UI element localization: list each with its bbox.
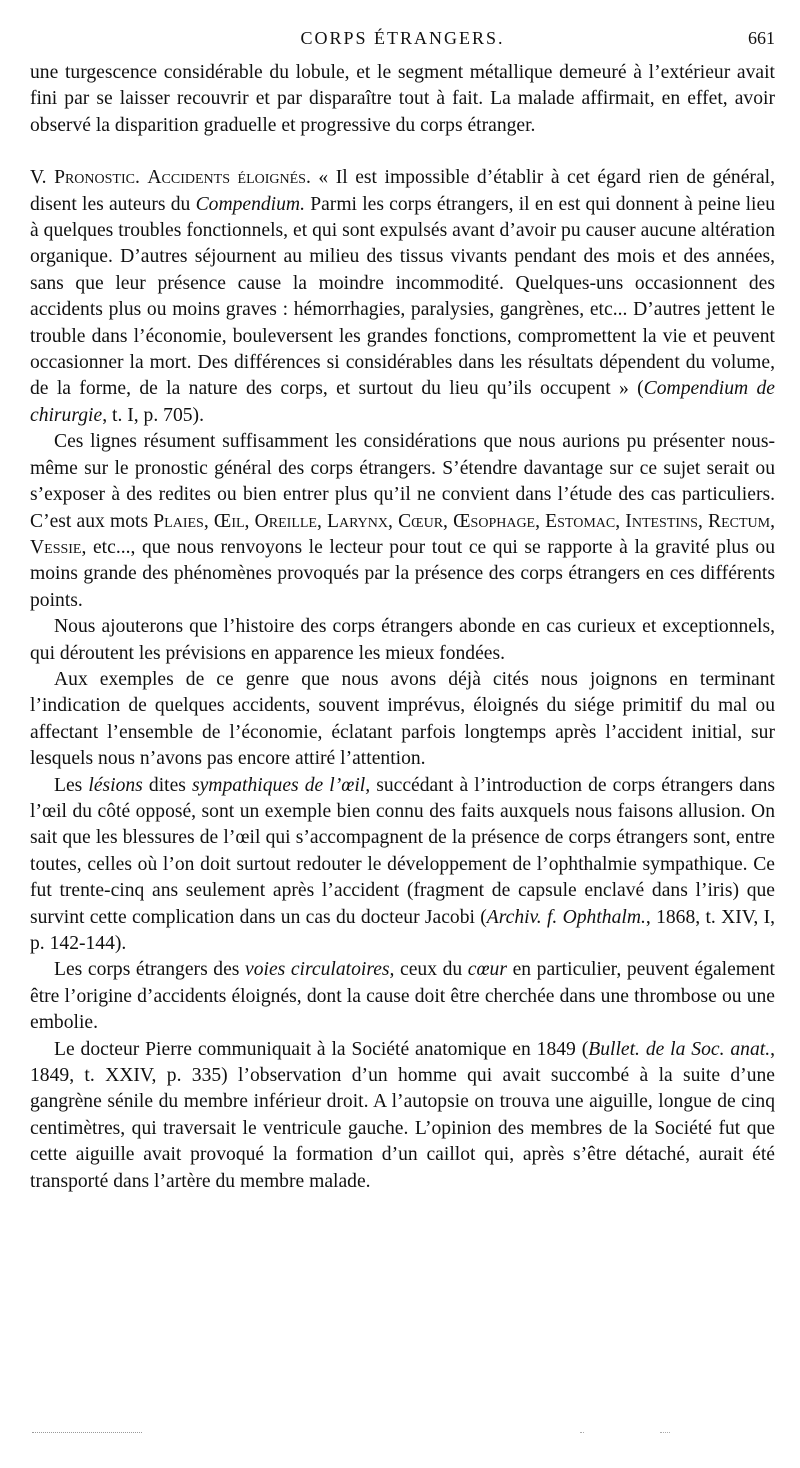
text-segment: Ces lignes résument suffisamment les considérations que nous aurions pu présenter nous-même sur le pronostic général des corps étrangers. S’étendre davantage sur ce sujet serait ou s’exposer à des redites ou bien entrer plus qu’il ne convient dans l’étude des cas particuliers. C’est aux mots	[30, 431, 775, 532]
section-subheading-accidents: Accidents éloignés.	[147, 167, 311, 189]
quote-text-3: , t. I, p. 705).	[102, 404, 204, 426]
section-number: V.	[30, 167, 47, 189]
section-heading-pronostic: Pronostic.	[54, 167, 140, 189]
italic-term-lesions: lésions	[88, 774, 143, 796]
italic-term-voies: voies circulatoires,	[245, 959, 395, 981]
paragraph-continuation: une turgescence considérable du lobule, et le segment métallique demeuré à l’extérieur avait fini par se laisser recouvrir et par disparaître tout à fait. La malade affirmait, en effet, avoir observé la disparition graduelle et progressive du corps étranger.	[30, 62, 775, 136]
citation-compendium-chirurgie: Compendium de chirurgie	[30, 378, 775, 426]
citation-archiv: Archiv. f. Ophthalm.	[486, 906, 646, 928]
text-segment: , 1868, t. XIV, I, p. 142-144).	[30, 906, 775, 954]
paragraph-general-prognosis	[30, 429, 775, 614]
running-header	[30, 28, 775, 54]
scan-artifact	[580, 1432, 584, 1433]
section-v-paragraph	[30, 165, 775, 429]
text-segment: Les corps étrangers des	[54, 959, 240, 981]
paragraph-circulatory	[30, 957, 775, 1036]
scan-artifact	[32, 1432, 142, 1433]
paragraph-sympathetic-eye	[30, 773, 775, 958]
running-title: CORPS ÉTRANGERS.	[300, 28, 505, 48]
page-number: 661	[748, 28, 775, 48]
italic-term-coeur: cœur	[467, 959, 507, 981]
scan-artifact	[660, 1432, 670, 1433]
text-segment: Le docteur Pierre communiquait à la Société anatomique en 1849 (	[54, 1038, 589, 1060]
text-segment: ceux du	[400, 959, 463, 981]
quote-text-2: Parmi les corps étrangers, il en est qui donnent à peine lieu à quelques troubles fonctionnels, et qui sont expulsés avant d’avoir pu causer aucune altération organique. D’autres séjournent au milieu des tissus vivants pendant des mois et des années, sans que leur présence cause la moindre incommodité. Quelques-uns occasionnent des accidents plus ou moins graves : hémorrhagies, paralysies, gangrènes, etc... D’autres jettent le trouble dans l’économie, bouleversent les grandes fonctions, compromettent la vie et peuvent occasionner la mort. Des différences si considérables dans les résultats dépendent du volume, de la forme, de la nature des corps, et surtout du lieu qu’ils occupent » (	[30, 193, 775, 400]
citation-compendium: Compendium.	[195, 193, 305, 215]
text-segment: dites	[148, 774, 186, 796]
text-segment: etc..., que nous renvoyons le lecteur pour tout ce qui se rapporte à la gravité plus ou moins grande des phénomènes provoqués par la présence des corps étrangers en ces différents points.	[30, 536, 775, 611]
main-text	[30, 60, 775, 1195]
text-segment: succédant à l’introduction de corps étrangers dans l’œil du côté opposé, sont un exemple bien connu des faits auxquels nous faisons allusion. On sait que les blessures de l’œil qui s’accompagnent de la présence de corps étrangers sont, entre toutes, celles où l’on doit surtout redouter le développement de l’ophthalmie sympathique. Ce fut trente-cinq ans seulement après l’accident (fragment de capsule enclavé dans l’iris) que survint cette complication dans un cas du docteur Jacobi (	[30, 774, 775, 928]
text-segment: en particulier, peuvent également être l’origine d’accidents éloignés, dont la cause doit être cherchée dans une thrombose ou une embolie.	[30, 959, 775, 1034]
text-segment: Les	[54, 774, 83, 796]
paragraph-examples: Aux exemples de ce genre que nous avons déjà cités nous joignons en terminant l’indication de quelques accidents, souvent imprévus, éloignés du siége primitif du mal ou affectant l’ensemble de l’économie, éclatant parfois longtemps après l’accident initial, sur lesquels nous n’avons pas encore attiré l’attention.	[30, 668, 775, 770]
text-segment: , 1849, t. XXIV, p. 335) l’observation d’un homme qui avait succombé à la suite d’une gangrène sénile du membre inférieur droit. A l’autopsie on trouva une aiguille, longue de cinq centimètres, qui traversait le ventricule gauche. L’opinion des membres de la Société fut que cette aiguille avait provoqué la formation d’un caillot qui, après s’être détaché, aurait été transporté dans l’artère du membre malade.	[30, 1038, 775, 1192]
citation-bullet: Bullet. de la Soc. anat.	[588, 1038, 771, 1060]
paragraph-pierre-case	[30, 1037, 775, 1195]
cross-reference-terms: Plaies, Œil, Oreille, Larynx, Cœur, Œsophage, Estomac, Intestins, Rectum, Vessie,	[30, 510, 775, 558]
quote-text-1: « Il est impossible d’établir à cet égard rien de général, disent les auteurs du	[30, 167, 775, 215]
italic-term-sympathiques: sympathiques de l’œil,	[191, 774, 371, 796]
paragraph-curious-cases: Nous ajouterons que l’histoire des corps étrangers abonde en cas curieux et exceptionnels, qui déroutent les prévisions en apparence les mieux fondées.	[30, 616, 775, 664]
